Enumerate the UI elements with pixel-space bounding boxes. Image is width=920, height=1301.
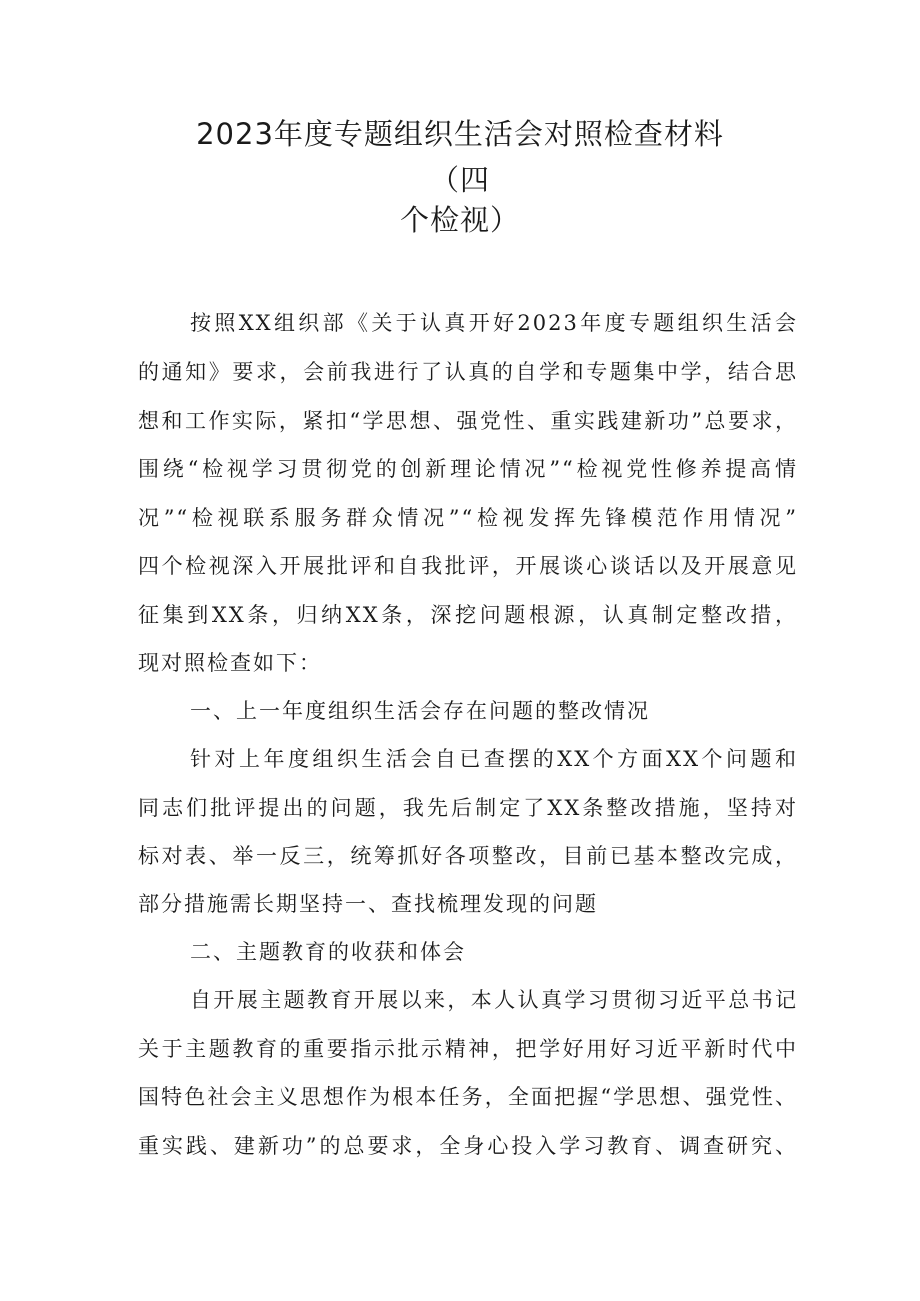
body-paragraph-line: 围绕“检视学习贯彻党的创新理论情况”“检视党性修养提高情: [138, 457, 798, 481]
body-paragraph-line: 想和工作实际，紧扣“学思想、强党性、重实践建新功”总要求，: [138, 409, 798, 433]
body-paragraph-line: 同志们批评提出的问题，我先后制定了XX条整改措施，坚持对: [138, 796, 798, 820]
document-title-continuation: （四: [429, 163, 490, 197]
document-title: 2023年度专题组织生活会对照检查材料: [196, 117, 724, 151]
body-paragraph-line: 针对上年度组织生活会自已查摆的XX个方面XX个问题和: [190, 747, 798, 771]
body-paragraph-line: 现对照检查如下：: [138, 651, 322, 675]
body-paragraph-line: 国特色社会主义思想作为根本任务，全面把握“学思想、强党性、: [138, 1085, 798, 1109]
body-paragraph-line: 征集到XX条，归纳XX条，深挖问题根源，认真制定整改措，: [138, 603, 798, 627]
section-heading: 二、主题教育的收获和体会: [190, 940, 466, 964]
body-paragraph-line: 的通知》要求，会前我进行了认真的自学和专题集中学，结合思: [138, 360, 798, 384]
body-paragraph-line: 标对表、举一反三，统筹抓好各项整改，目前已基本整改完成，: [138, 844, 798, 868]
body-paragraph-line: 重实践、建新功”的总要求，全身心投入学习教育、调查研究、: [138, 1134, 798, 1158]
document-title-continuation: 个检视）: [399, 203, 520, 237]
body-paragraph-line: 按照XX组织部《关于认真开好2023年度专题组织生活会: [190, 311, 798, 335]
body-paragraph-line: 况”“检视联系服务群众情况”“检视发挥先锋模范作用情况”: [138, 506, 798, 530]
body-paragraph-line: 关于主题教育的重要指示批示精神，把学好用好习近平新时代中: [138, 1037, 798, 1061]
body-paragraph-line: 四个检视深入开展批评和自我批评，开展谈心谈话以及开展意见: [138, 554, 798, 578]
body-paragraph-line: 部分措施需长期坚持一、查找梳理发现的问题: [138, 892, 598, 916]
body-paragraph-line: 自开展主题教育开展以来，本人认真学习贯彻习近平总书记: [190, 988, 798, 1012]
section-heading: 一、上一年度组织生活会存在问题的整改情况: [190, 699, 650, 723]
